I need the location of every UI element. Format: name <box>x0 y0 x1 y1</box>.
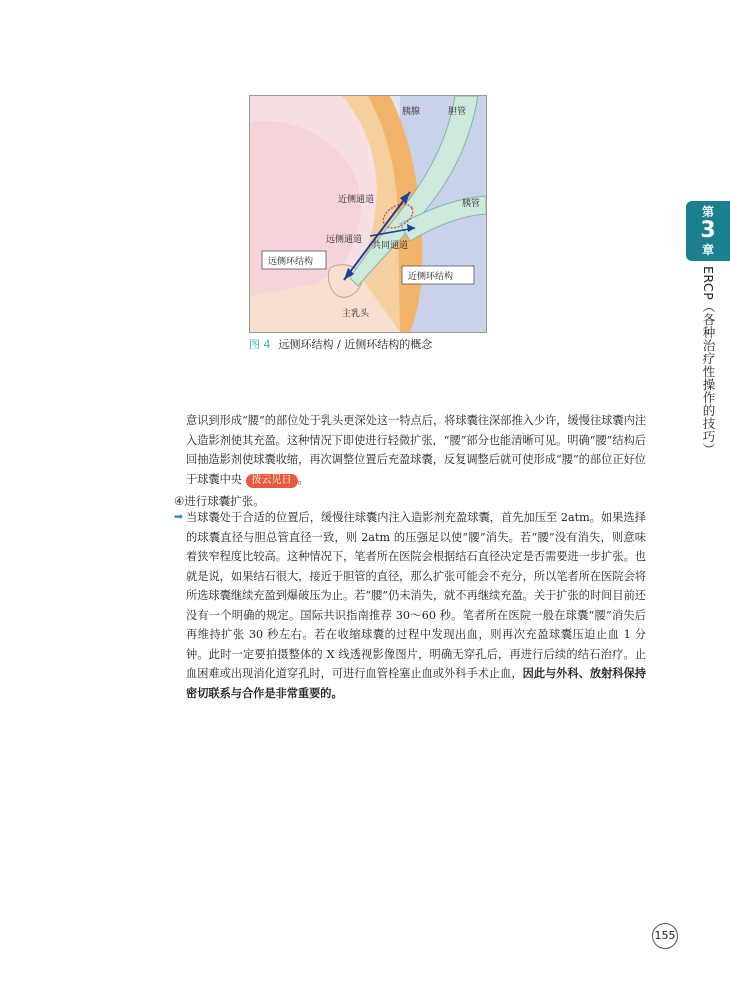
paragraph-2-text: 当球囊处于合适的位置后，缓慢往球囊内注入造影剂充盈球囊，首先加压至 2atm。如果选择的球囊直径与胆总管直径一致，则 2atm 的压强足以使“腰”消失。若“腰”没有消失，则意味着狭窄程度比较高。这种情况下，笔者所在医院会根据结石直径决定是否需要进一步扩张。也就是说，如果结石很大，接近于胆管的直径，那么扩张可能会不充分，所以笔者所在医院会将所选球囊继续充盈到爆破压为止。若“腰”仍未消失，就不再继续充盈。关于扩张的时间目前还没有一个明确的规定。国际共识指南推荐 30～60 秒。笔者所在医院一般在球囊“腰”消失后再维持扩张 30 秒左右。若在收缩球囊的过程中发现出血，则再次充盈球囊压迫止血 1 分钟。此时一定要拍摄整体的 X 线透视影像图片，明确无穿孔后，再进行后续的结石治疗。止血困难或出现消化道穿孔时，可进行血管栓塞止血或外科手术止血， <box>186 511 646 680</box>
label-pancreas: 胰腺 <box>402 107 421 117</box>
body-paragraph-1 <box>186 411 646 489</box>
tip-badge: 拨云见日 <box>246 474 298 488</box>
paragraph-1-end: 。 <box>297 472 309 486</box>
chapter-title: ERCP（各种治疗性操作的技巧） <box>701 266 716 457</box>
label-distal-ring: 远侧环结构 <box>268 257 314 267</box>
page-number: 155 <box>652 923 678 949</box>
label-bile-duct: 胆管 <box>448 107 467 117</box>
chapter-number: 3 <box>700 218 716 243</box>
papilla-diagram <box>250 96 486 332</box>
figure-caption <box>249 336 432 352</box>
paragraph-1-text: 意识到形成“腰”的部位处于乳头更深处这一特点后，将球囊往深部推入少许，缓慢往球囊内注入造影剂使其充盈。这种情况下即使进行轻微扩张，“腰”部分也能清晰可见。明确“腰”结构后回抽造影剂使球囊收缩，再次调整位置后充盈球囊，反复调整后就可使形成“腰”的部位正好位于球囊中央 <box>186 414 646 486</box>
chapter-label-bottom: 章 <box>701 243 714 257</box>
label-common-channel: 共同通道 <box>372 241 409 251</box>
label-pancreatic-duct: 胰管 <box>462 199 481 209</box>
chapter-tab <box>686 201 730 261</box>
chapter-label-top: 第 <box>701 205 714 219</box>
label-proximal-ring: 近侧环结构 <box>408 272 454 282</box>
label-distal-channel-1: 近侧通道 <box>338 195 375 205</box>
figure-number: 图 4 <box>249 338 271 351</box>
step-heading: ④进行球囊扩张。 <box>174 494 265 508</box>
anatomy-figure <box>249 95 487 333</box>
paragraph-2-emphasis: 因此与外科、放射科保持密切联系与合作是非常重要的。 <box>186 666 646 700</box>
label-main-papilla: 主乳头 <box>342 309 370 319</box>
body-paragraph-2 <box>186 508 646 703</box>
arrow-bullet-icon: ➡ <box>174 510 184 523</box>
label-distal-channel-2: 远侧通道 <box>326 235 363 245</box>
figure-title: 远侧环结构 / 近侧环结构的概念 <box>278 338 433 351</box>
